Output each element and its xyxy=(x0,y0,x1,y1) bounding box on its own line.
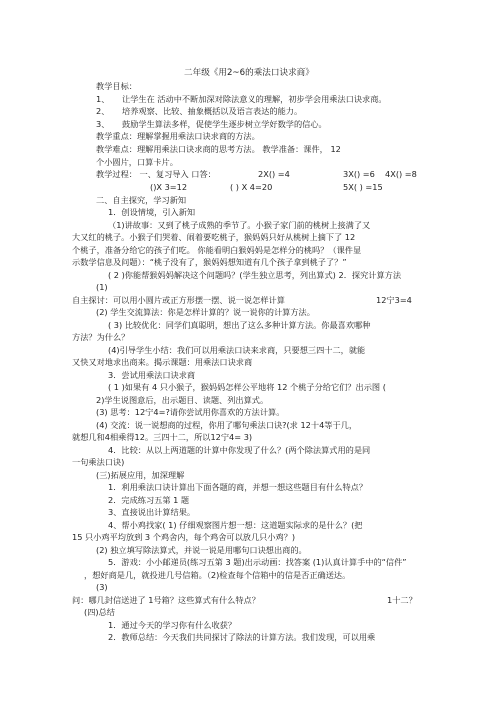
body-line: 个桃子，准备分给它的孩子们吃。 你能看明白猴妈妈是怎样分的桃吗？（课件显 xyxy=(72,245,362,255)
objective-text: 让学生在 活动中不断加深对除法意义的理解，初步学会用乘法口诀求商。 xyxy=(122,94,387,104)
body-line: 3、直接说出计算结果。 xyxy=(108,507,196,517)
review-equation: 5X( ) =15 xyxy=(343,182,383,192)
body-line: 2．完成练习五第 1 题 xyxy=(108,495,190,505)
objective-item xyxy=(96,106,303,116)
body-line: (3) xyxy=(96,582,108,592)
body-line: 1．利用乘法口诀计算出下面各题的商，并想一想这些题目有什么特点？ xyxy=(108,482,368,492)
objective-item xyxy=(96,119,327,129)
body-line: 方法？为什么？ xyxy=(72,332,130,342)
objective-number: 3、 xyxy=(96,119,110,129)
objective-number: 1、 xyxy=(96,94,110,104)
body-line: 4、帮小鸡找家( 1) 仔细观察图片想一想：这道题实际求的是什么？(把 xyxy=(108,520,363,530)
review-equation: 4X() =8 xyxy=(385,169,417,179)
body-line: 一句乘法口诀) xyxy=(72,457,125,467)
section-heading: (三)拓展应用，加深理解 xyxy=(96,470,185,480)
body-line: 自主探讨：可以用小圆片或正方形摆一摆、说一说怎样计算 xyxy=(72,295,285,305)
subsection-heading: 3．尝试用乘法口诀求商 xyxy=(108,370,196,380)
section-heading: 二、自主探究，学习新知 xyxy=(96,195,187,205)
body-line: (4)引导学生小结：我们可以用乘法口诀来求商，只要想三四十二，就能 xyxy=(108,345,366,355)
body-line: 示数学信息及问题）：“桃子没有了，猴妈妈想知道有几个孩子拿到桃子了？” xyxy=(72,257,347,267)
difficult-point-cont: 个小圆片，口算卡片。 xyxy=(96,157,178,167)
body-line: 1．通过今天的学习你有什么收获？ xyxy=(108,620,237,630)
section-heading: (四)总结 xyxy=(84,607,115,617)
body-line: 又快又对地求出商来。揭示课题：用乘法口诀求商 xyxy=(72,357,253,367)
document-title: 二年级《用2~6的乘法口诀求商》 xyxy=(184,68,314,78)
body-line: 2)学生说图意后，出示题目、读题、列出算式。 xyxy=(96,395,269,405)
body-line: （1)讲故事：又到了桃子成熟的季节了。小猴子家门前的桃树上接满了又 xyxy=(108,220,371,230)
body-line: 2．教师总结：今天我们共同探讨了除法的计算方法。我们发现，可以用乘 xyxy=(108,632,376,642)
body-line: (1) xyxy=(96,282,108,292)
objectives-heading: 教学目标： xyxy=(96,81,137,91)
review-equation: ( ) X 4=20 xyxy=(230,182,273,192)
objective-text: 培养观察、比较、抽象概括以及语言表达的能力。 xyxy=(122,106,303,116)
calculation-note: 1十二？ xyxy=(387,595,417,605)
calculation-note: 12宁3=4 xyxy=(376,295,412,305)
body-line: ( 1 )如果有 4 只小猴子，猴妈妈怎样公平地将 12 个桃子分给它们？出示图 ( xyxy=(108,382,386,392)
objective-item xyxy=(96,94,387,104)
body-line: 15 只小鸡平均放到 3 个鸡舍内，每个鸡舍可以放几只小鸡？) xyxy=(72,532,296,542)
objective-text: 鼓励学生算法多样，促使学生逐步树立学好数学的信心。 xyxy=(122,119,327,129)
body-line: 问：哪几封信送进了 1号箱？这些算式有什么特点？ xyxy=(72,595,260,605)
body-line: ，想好商是几，就投进几号信箱。（2)检查每个信箱中的信是否正确送达。 xyxy=(84,570,351,580)
body-line: 4．比较：从以上两道题的计算中你发现了什么？(两个除法算式用的是同 xyxy=(108,445,371,455)
body-line: ( 2 )你能帮猴妈妈解决这个问题吗？(学生独立思考，列出算式) 2．探究计算方法 xyxy=(108,270,402,280)
process-label: 教学过程： 一、复习导入 口答： xyxy=(96,169,216,179)
body-line: 5．游戏：小小邮递员(练习五第 3 题)出示动画：找答案 (1)认真计算手中的“信件” xyxy=(108,557,407,567)
subsection-heading: 1．创设情境，引入新知 xyxy=(108,207,196,217)
body-line: ( 3) 比较优化：同学们真聪明，想出了这么多种计算方法。你最喜欢哪种 xyxy=(108,320,371,330)
objective-number: 2、 xyxy=(96,106,110,116)
body-line: (4) 交流：说一说想商的过程，你用了哪句乘法口诀?(求 12十4等于几， xyxy=(96,420,358,430)
review-equation: 2X() =4 xyxy=(258,169,290,179)
body-line: (2) 学生交流算法：你是怎样计算的？说一说你的计算方法。 xyxy=(96,307,315,317)
difficult-point: 教学难点：理解用乘法口诀求商的思考方法。 教学准备：课件， 12 xyxy=(96,144,341,154)
key-point: 教学重点：理解掌握用乘法口诀求商的方法。 xyxy=(96,131,260,141)
body-line: (2) 独立填写除法算式，并说一说是用哪句口诀想出商的。 xyxy=(96,545,307,555)
body-line: 就想几和4相乘得12。三四十二，所以12宁4= 3) xyxy=(72,432,253,442)
body-line: 大又红的桃子。小猴子们哭着、闹着要吃桃子，猴妈妈只好从桃树上摘下了 12 xyxy=(72,232,356,242)
review-equation: 3X() =6 xyxy=(343,169,375,179)
body-line: (3) 思考：12宁4=?请你尝试用你喜欢的方法计算。 xyxy=(96,407,285,417)
review-equation: ()X 3=12 xyxy=(150,182,188,192)
